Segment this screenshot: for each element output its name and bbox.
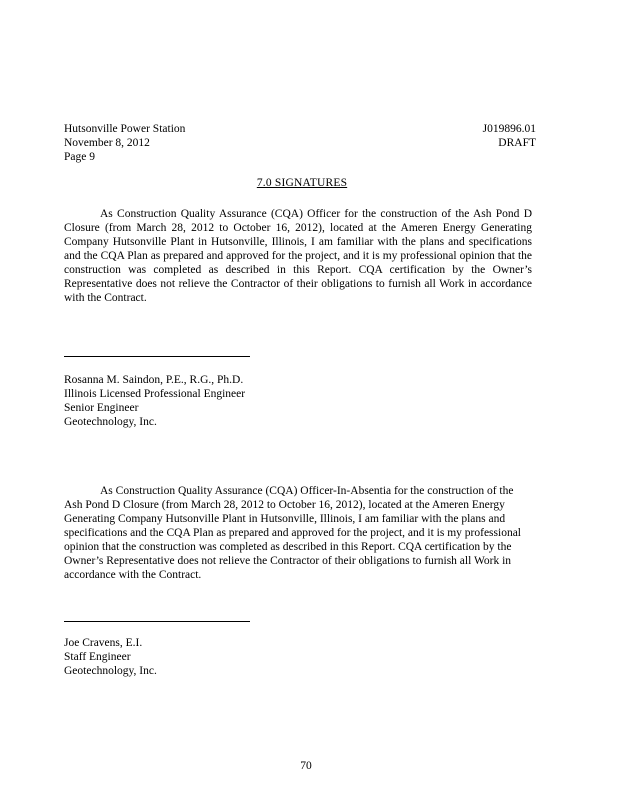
statement-2-text: As Construction Quality Assurance (CQA) Officer-In-Absentia for the construction of the Ash Pond D Closure (from March 28, 2012 to October 16, 2012), located at the Ameren Energy Generating Company Hutsonville Plant in Hutsonville, Illinois, I am familiar with the plans and specifications and the CQA Plan as prepared and approved for the project, and it is my professional opinion that the construction was completed as described in this Report. CQA certification by the Owner’s Representative does not relieve the Contractor of their obligations to furnish all Work in accordance with the Contract. (64, 485, 521, 581)
certification-statement-2 (64, 484, 532, 582)
signature-line-2 (64, 621, 250, 622)
header-left (64, 122, 185, 164)
header-doc-number: J019896.01 (482, 123, 536, 135)
signature-line-1 (64, 356, 250, 357)
signer-1-name: Rosanna M. Saindon, P.E., R.G., Ph.D. (64, 374, 244, 386)
signer-1-title: Senior Engineer (64, 402, 139, 414)
header-facility: Hutsonville Power Station (64, 123, 186, 135)
signer-1-block (64, 373, 245, 429)
signer-1-company: Geotechnology, Inc. (64, 416, 157, 428)
signer-2-title: Staff Engineer (64, 651, 131, 663)
header-date: November 8, 2012 (64, 137, 150, 149)
certification-statement-1 (64, 207, 532, 305)
header-status: DRAFT (498, 137, 536, 149)
signer-1-license: Illinois Licensed Professional Engineer (64, 388, 246, 400)
statement-1-text: As Construction Quality Assurance (CQA) Officer for the construction of the Ash Pond D Closure (from March 28, 2012 to October 16, 2012), located at the Ameren Energy Generating Company Hutsonville Plant in Hutsonville, Illinois, I am familiar with the plans and specifications and the CQA Plan as prepared and approved for the project, and it is my professional opinion that the construction was completed as described in this Report. CQA certification by the Owner’s Representative does not relieve the Contractor of their obligations to furnish all Work in accordance with the Contract. (64, 208, 532, 304)
signer-2-company: Geotechnology, Inc. (64, 665, 157, 677)
header-right (483, 122, 536, 150)
header-page: Page 9 (64, 151, 95, 163)
signer-2-name: Joe Cravens, E.I. (64, 637, 143, 649)
section-title: 7.0 SIGNATURES (256, 177, 348, 189)
page-number: 70 (300, 760, 312, 772)
signer-2-block (64, 636, 157, 678)
